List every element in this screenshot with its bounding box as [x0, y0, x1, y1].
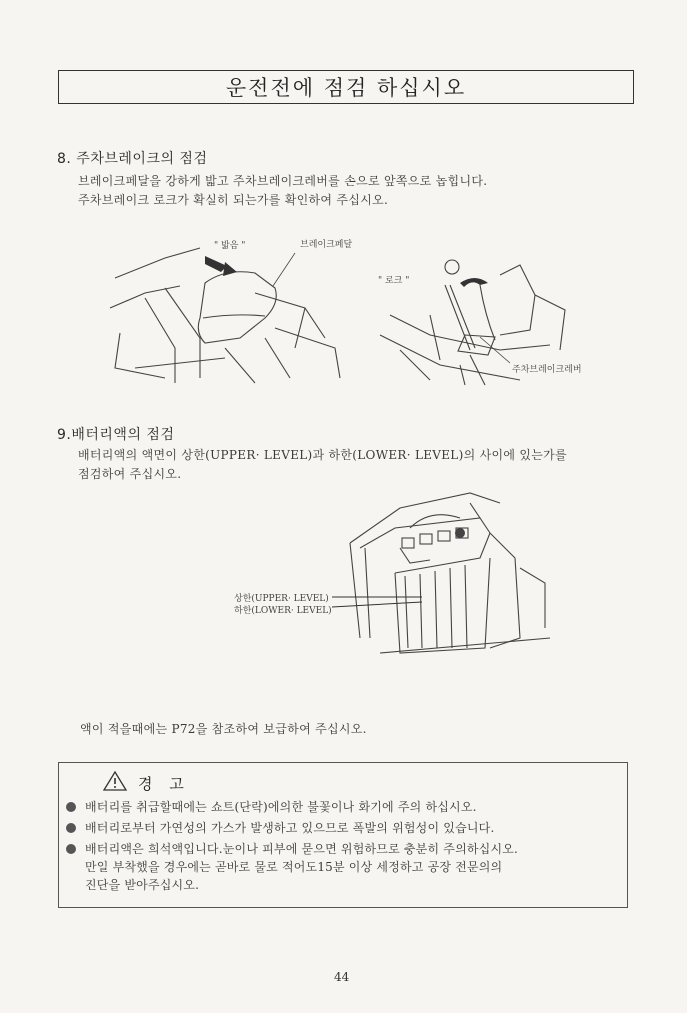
section-8-heading: 8. 주차브레이크의 점검: [57, 151, 208, 167]
warning-continuation-1: 만일 부착했을 경우에는 곧바로 물로 적어도15분 이상 세정하고 공장 전문의의: [85, 860, 503, 874]
parking-lever-label: 주차브레이크레버: [512, 365, 582, 375]
section-9-line-1: 배터리액의 액면이 상한(UPPER· LEVEL)과 하한(LOWER· LEVEL)의 사이에 있는가를: [78, 448, 567, 462]
section-8-line-2: 주차브레이크 로크가 확실히 되는가를 확인하여 주십시오.: [78, 193, 389, 207]
warning-item: 배터리로부터 가연성의 가스가 발생하고 있으므로 폭발의 위험성이 있습니다.: [66, 819, 626, 837]
warning-triangle-icon: [103, 771, 127, 791]
brake-pedal-label: 브레이크페달: [300, 240, 353, 250]
page-number: 44: [334, 970, 350, 984]
section-9-text: [78, 446, 567, 484]
step-label: " 밟음 ": [214, 241, 246, 251]
bullet-icon: [66, 802, 76, 812]
section-9-line-2: 점검하여 주십시오.: [78, 467, 182, 481]
warning-title: 경 고: [138, 775, 190, 793]
lower-level-label: 하한(LOWER· LEVEL): [234, 606, 332, 616]
page-title: 운전전에 점검 하십시오: [225, 76, 467, 100]
bullet-icon: [66, 823, 76, 833]
warning-list: [66, 798, 626, 894]
battery-illustration: [340, 488, 555, 688]
upper-level-label: 상한(UPPER· LEVEL): [234, 594, 329, 604]
warning-continuation-2: 진단을 받아주십시오.: [85, 878, 200, 892]
section-9-heading: 9.배터리액의 점검: [57, 427, 175, 443]
section-8-line-1: 브레이크페달을 강하게 밟고 주차브레이크레버를 손으로 앞쪽으로 놉힙니다.: [78, 174, 488, 188]
page-title-box: [58, 70, 634, 104]
warning-item: 배터리액은 희석액입니다.눈이나 피부에 묻으면 위험하므로 충분히 주의하십시오.: [66, 840, 626, 858]
lock-label: " 로크 ": [378, 276, 410, 286]
level-leader-lines: [330, 590, 440, 615]
section-8-text: [78, 172, 487, 210]
refill-note: 액이 적을때에는 P72을 참조하여 보급하여 주십시오.: [80, 722, 367, 736]
warning-item: 배터리를 취급할때에는 쇼트(단락)에의한 불꽃이나 화기에 주의 하십시오.: [66, 798, 626, 816]
bullet-icon: [66, 844, 76, 854]
brake-pedal-illustration: [105, 238, 345, 388]
